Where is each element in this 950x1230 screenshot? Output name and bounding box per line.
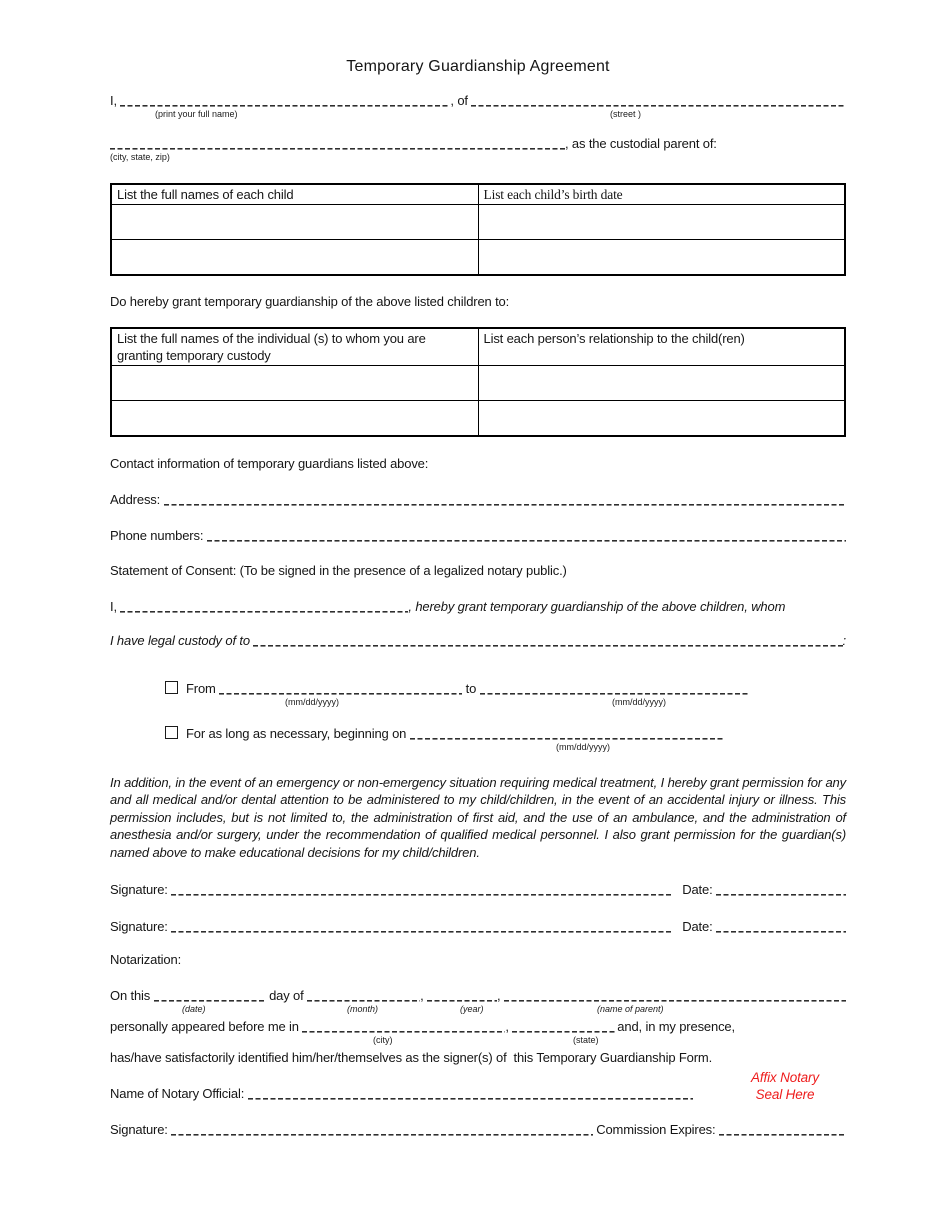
- commission-expires-field[interactable]: [719, 1123, 846, 1136]
- consent-parent-name-field[interactable]: [120, 600, 408, 613]
- seal-note-line2: Seal Here: [755, 1087, 815, 1103]
- to-label: to: [465, 681, 477, 696]
- guardian-name-cell[interactable]: [111, 366, 478, 401]
- notary-signature-line: [110, 1121, 846, 1138]
- date-format-hint: (mm/dd/yyyy): [285, 697, 339, 707]
- appeared-text: personally appeared before me in: [110, 1019, 299, 1035]
- street-field[interactable]: [471, 94, 846, 107]
- notary-month-field[interactable]: [307, 989, 420, 1002]
- statement-of-consent-heading: Statement of Consent: (To be signed in the presence of a legalized notary public.): [110, 563, 567, 578]
- table-row: [111, 205, 845, 240]
- as-long-option-line: [110, 725, 846, 742]
- parent-name-hint: (name of parent): [597, 1004, 664, 1015]
- from-label: From: [186, 681, 216, 696]
- custody-guardians-field[interactable]: [253, 634, 842, 647]
- seal-note-line1: Affix Notary: [751, 1070, 819, 1086]
- affix-notary-seal-note: [675, 1069, 895, 1103]
- street-hint: (street ): [610, 109, 642, 119]
- page-title: Temporary Guardianship Agreement: [346, 58, 610, 75]
- notary-day-field[interactable]: [154, 989, 266, 1002]
- signature-label: Signature:: [110, 882, 168, 898]
- date-label: Date:: [682, 882, 713, 898]
- city-state-zip-labels: [110, 152, 846, 164]
- as-long-label: For as long as necessary, beginning on: [186, 726, 407, 741]
- table-row: [111, 240, 845, 276]
- city-hint: (city): [373, 1035, 393, 1046]
- guardian-name-cell[interactable]: [111, 401, 478, 437]
- date-hint: (date): [182, 1004, 206, 1015]
- grant-statement: Do hereby grant temporary guardianship of the above listed children to:: [110, 294, 510, 309]
- consent-name-line: [110, 598, 846, 615]
- notary-official-label: Name of Notary Official:: [110, 1086, 245, 1102]
- guardians-table: [110, 327, 846, 437]
- commission-expires-label: Commission Expires:: [596, 1122, 716, 1138]
- children-table-header-row: [111, 184, 845, 205]
- to-date-field[interactable]: [480, 682, 748, 695]
- notary-state-field[interactable]: [512, 1020, 617, 1033]
- children-names-header: List the full names of each child: [111, 184, 478, 205]
- consent-grant-text: , hereby grant temporary guardianship of the above children, whom: [408, 599, 786, 614]
- comma: ,: [497, 988, 501, 1004]
- signature-label: Signature:: [110, 1122, 168, 1138]
- presence-text: and, in my presence,: [617, 1019, 735, 1035]
- beginning-date-hint-row: [110, 742, 846, 754]
- of-label: , of: [450, 93, 468, 108]
- city-state-zip-field[interactable]: [110, 137, 565, 150]
- parent-name-street-line: [110, 92, 846, 109]
- guardian-relationship-cell[interactable]: [478, 366, 845, 401]
- guardian-relationship-header: List each person’s relationship to the child(ren): [478, 328, 845, 366]
- city-state-zip-line: [110, 135, 846, 152]
- signature-field[interactable]: [171, 920, 672, 933]
- notarization-heading: Notarization:: [110, 952, 182, 968]
- i-label: I,: [110, 599, 117, 614]
- notary-official-field[interactable]: [248, 1087, 693, 1100]
- from-to-checkbox[interactable]: [165, 681, 178, 694]
- beginning-date-field[interactable]: [410, 727, 723, 740]
- signature-line-2: [110, 918, 846, 935]
- print-name-hint: (print your full name): [155, 109, 238, 119]
- parent-full-name-field[interactable]: [120, 94, 450, 107]
- notary-date-line: [110, 987, 846, 1004]
- notary-location-hints: [110, 1035, 846, 1047]
- child-birthdate-cell[interactable]: [478, 205, 845, 240]
- signature-line-1: [110, 881, 846, 898]
- table-row: [111, 401, 845, 437]
- consent-custody-line: [110, 632, 846, 649]
- guardians-table-header-row: [111, 328, 845, 366]
- identified-text: has/have satisfactorily identified him/her/themselves as the signer(s) of this Temporary Guardianship Form.: [110, 1050, 713, 1066]
- guardian-names-header: List the full names of the individual (s) to whom you are granting temporary custody: [111, 328, 478, 366]
- city-state-zip-hint: (city, state, zip): [110, 152, 170, 162]
- notary-date-hints: [110, 1004, 846, 1016]
- children-table: [110, 183, 846, 276]
- child-birthdate-cell[interactable]: [478, 240, 845, 276]
- state-hint: (state): [573, 1035, 599, 1046]
- notary-year-field[interactable]: [427, 989, 497, 1002]
- child-name-cell[interactable]: [111, 205, 478, 240]
- child-name-cell[interactable]: [111, 240, 478, 276]
- from-to-date-hints: [110, 697, 846, 709]
- date-field[interactable]: [716, 883, 846, 896]
- year-hint: (year): [460, 1004, 484, 1015]
- signature-field[interactable]: [171, 883, 672, 896]
- notary-parent-name-field[interactable]: [504, 989, 846, 1002]
- i-label: I,: [110, 93, 117, 108]
- address-label: Address:: [110, 492, 161, 507]
- date-format-hint: (mm/dd/yyyy): [556, 742, 610, 752]
- phone-label: Phone numbers:: [110, 528, 204, 543]
- date-label: Date:: [682, 919, 713, 935]
- custodial-parent-label: , as the custodial parent of:: [565, 136, 717, 151]
- from-to-option-line: [110, 680, 846, 697]
- notary-official-line: [110, 1070, 846, 1103]
- on-this-label: On this: [110, 988, 151, 1004]
- name-street-labels: [110, 109, 846, 121]
- as-long-checkbox[interactable]: [165, 726, 178, 739]
- date-field[interactable]: [716, 920, 846, 933]
- from-date-field[interactable]: [219, 682, 462, 695]
- date-format-hint: (mm/dd/yyyy): [612, 697, 666, 707]
- signature-label: Signature:: [110, 919, 168, 935]
- comma: ,: [505, 1019, 509, 1035]
- contact-heading: Contact information of temporary guardians listed above:: [110, 456, 429, 471]
- address-field[interactable]: [164, 493, 846, 506]
- notary-city-field[interactable]: [302, 1020, 505, 1033]
- address-line: [110, 491, 846, 508]
- day-of-label: day of: [269, 988, 304, 1004]
- medical-permission-paragraph: In addition, in the event of an emergency or non-emergency situation requiring medical treatment, I hereby grant permission for any and all medical and/or dental attention to be administered to my child/children, in the event of an accidental injury or illness. This permission includes, but is not limited to, the administration of first aid, and the use of an ambulance, and the administration of anesthesia and/or surgery, under the recommendation of qualified medical personnel. I also grant permission for the guardian(s) named above to make educational decisions for my child/children.: [110, 775, 846, 860]
- notary-signature-field[interactable]: [171, 1123, 593, 1136]
- guardian-relationship-cell[interactable]: [478, 401, 845, 437]
- notary-location-line: [110, 1018, 846, 1035]
- custody-text: I have legal custody of to: [110, 633, 250, 648]
- month-hint: (month): [347, 1004, 379, 1015]
- children-birthdate-header: List each child’s birth date: [478, 184, 845, 205]
- table-row: [111, 366, 845, 401]
- phone-field[interactable]: [207, 529, 846, 542]
- comma: ,: [420, 988, 424, 1004]
- custody-colon: :: [842, 633, 846, 648]
- phone-line: [110, 527, 846, 544]
